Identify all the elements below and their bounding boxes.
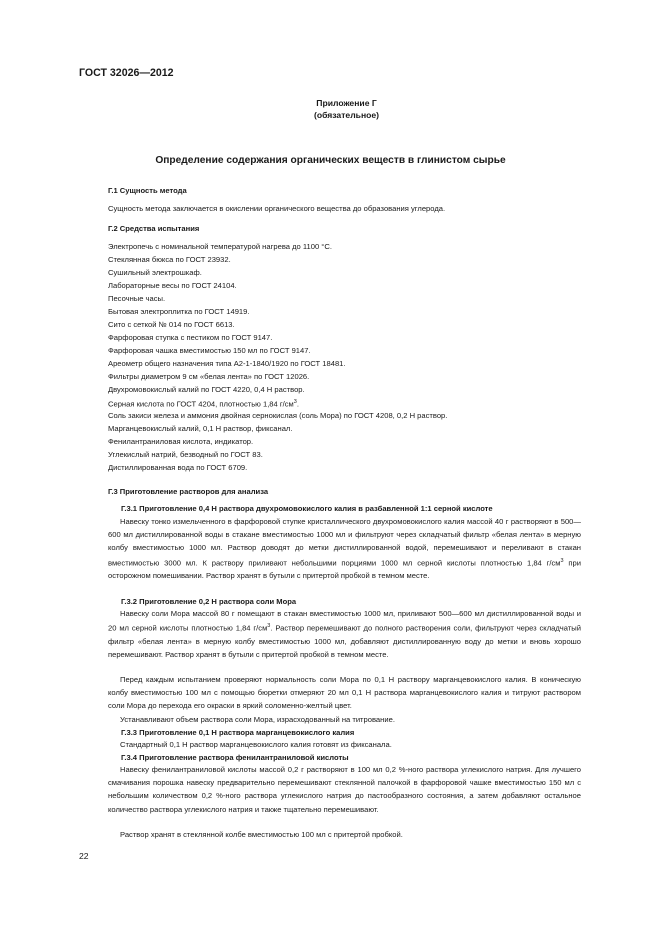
equipment-item: Стеклянная бюкса по ГОСТ 23932.: [108, 255, 231, 264]
equipment-item: [108, 397, 299, 410]
equipment-item: Сито с сеткой № 014 по ГОСТ 6613.: [108, 320, 235, 329]
subsection-heading-g33: Г.3.3 Приготовление 0,1 Н раствора марганцевокислого калия: [121, 728, 355, 737]
section-heading-g2: Г.2 Средства испытания: [108, 224, 200, 233]
paragraph-text: . Раствор перемешивают до полного растворения соли, фильтруют через складчатый фильтр «белая лента» в мерную колбу вместимостью 1000 мл, добавляют дистиллированную воду до метки и вновь хорошо перемешивают. Раствор хранят в бутыли с притертой пробкой в темном месте.: [108, 623, 581, 660]
equipment-item: Ареометр общего назначения типа А2-1-1840/1920 по ГОСТ 18481.: [108, 359, 346, 368]
equipment-item: Углекислый натрий, безводный по ГОСТ 83.: [108, 450, 263, 459]
superscript: 3: [267, 623, 271, 630]
equipment-item: Марганцевокислый калий, 0,1 Н раствор, фиксанал.: [108, 424, 293, 433]
subsection-heading-g34: Г.3.4 Приготовление раствора фенилантраниловой кислоты: [121, 753, 349, 762]
equipment-item: Фарфоровая ступка с пестиком по ГОСТ 9147.: [108, 333, 273, 342]
equipment-item: Песочные часы.: [108, 294, 166, 303]
superscript: 3: [560, 557, 564, 564]
equipment-item: Лабораторные весы по ГОСТ 24104.: [108, 281, 237, 290]
equipment-item: Фарфоровая чашка вместимостью 150 мл по ГОСТ 9147.: [108, 346, 311, 355]
section-heading-g1: Г.1 Сущность метода: [108, 186, 187, 195]
equipment-item: Сушильный электрошкаф.: [108, 268, 202, 277]
paragraph-g33: Стандартный 0,1 Н раствор марганцевокислого калия готовят из фиксанала.: [120, 740, 392, 749]
paragraph-g34-2: Раствор хранят в стеклянной колбе вместимостью 100 мл с притертой пробкой.: [120, 830, 403, 839]
equipment-item: Фенилантраниловая кислота, индикатор.: [108, 437, 254, 446]
paragraph-g32-1: [108, 607, 581, 661]
standard-header: ГОСТ 32026—2012: [79, 67, 174, 79]
document-title: Определение содержания органических веществ в глинистом сырье: [155, 155, 506, 166]
paragraph-g34-1: Навеску фенилантраниловой кислоты массой 0,2 г растворяют в 100 мл 0,2 %-ного раствора углекислого натрия. Для лучшего смачивания порошка навеску предварительно перемешивают стеклянной палочкой в фарфоровой чашке вместимостью 150 мл с небольшим количеством 0,2 %-ного раствора углекислого натрия до пастообразного состояния, а затем добавляют остальное количество раствора углекислого натрия и также тщательно перемешивают.: [108, 765, 581, 814]
page-number: 22: [79, 851, 89, 861]
appendix-status: (обязательное): [313, 110, 380, 120]
paragraph-g31: [108, 515, 581, 583]
period: .: [296, 399, 299, 409]
equipment-item: Бытовая электроплитка по ГОСТ 14919.: [108, 307, 250, 316]
section-g1-text: Сущность метода заключается в окислении органического вещества до образования углерода.: [108, 204, 446, 213]
equipment-item: Дистиллированная вода по ГОСТ 6709.: [108, 463, 248, 472]
subsection-heading-g31: Г.3.1 Приготовление 0,4 Н раствора двухромовокислого калия в разбавленной 1:1 серной кислоте: [121, 504, 493, 513]
equipment-item: Соль закиси железа и аммония двойная сернокислая (соль Мора) по ГОСТ 4208, 0,2 Н раствор.: [108, 411, 448, 420]
paragraph-text: Навеску соли Мора массой 80 г помещают в стакан вместимостью 1000 мл, приливают 500—600 мл дистиллированной воды и 20 мл серной кислоты плотностью 1,84 г/см: [108, 609, 581, 633]
appendix-title: Приложение Г: [316, 98, 377, 108]
equipment-item: Фильтры диаметром 9 см «белая лента» по ГОСТ 12026.: [108, 372, 310, 381]
subsection-heading-g32: Г.3.2 Приготовление 0,2 Н раствора соли Мора: [121, 597, 297, 606]
equipment-item: Двухромовокислый калий по ГОСТ 4220, 0,4 Н раствор.: [108, 385, 305, 394]
paragraph-text: при осторожном помешивании. Раствор хранят в бутыли с притертой пробкой в темном месте.: [108, 558, 582, 581]
superscript: 3: [293, 399, 297, 405]
section-heading-g3: Г.3 Приготовление растворов для анализа: [108, 487, 269, 496]
paragraph-text: Навеску тонко измельченного в фарфоровой ступке кристаллического двухромовокислого калия массой 40 г растворяют в 500—600 мл дистиллированной воды в стакане вместимостью 1000 мл и фильтруют через складчатый фильтр «белая лента» в мерную колбу вместимостью 1000 мл. Раствор доводят до метки дистиллированной водой, перемешивают и переливают в стакан вместимостью 3000 мл. К раствору приливают небольшими порциями 1000 мл серной кислоты плотностью 1,84 г/см: [108, 517, 581, 568]
equipment-item: Электропечь с номинальной температурой нагрева до 1100 °С.: [108, 242, 332, 251]
equipment-item-text: Серная кислота по ГОСТ 4204, плотностью 1,84 г/см: [108, 399, 294, 409]
paragraph-g32-2: Перед каждым испытанием проверяют нормальность соли Мора по 0,1 Н раствору марганцевокислого калия. В коническую колбу вместимостью 100 мл с помощью бюретки отмеряют 20 мл 0,1 Н раствора марганцевокислого калия и титруют раствором соли Мора до перехода его окраски в яркий соломенно-желтый цвет.: [108, 675, 581, 711]
paragraph-g32-3: Устанавливают объем раствора соли Мора, израсходованный на титрование.: [120, 715, 395, 724]
